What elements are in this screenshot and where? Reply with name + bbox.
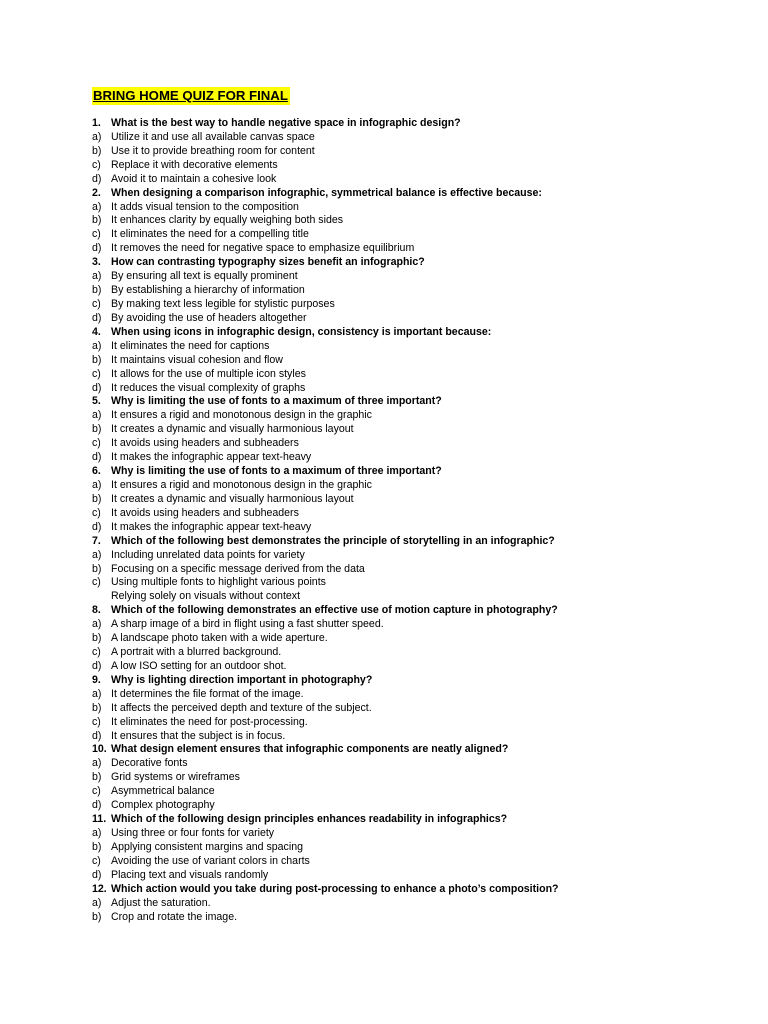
option-text: Avoiding the use of variant colors in charts — [111, 854, 310, 867]
option-item — [92, 228, 732, 242]
option-item — [92, 409, 732, 423]
option-marker: a) — [92, 618, 102, 631]
option-marker: d) — [92, 451, 102, 464]
question-text: Why is limiting the use of fonts to a maximum of three important? — [111, 395, 442, 408]
option-marker: b) — [92, 423, 102, 436]
option-marker: d) — [92, 799, 102, 812]
option-item — [92, 632, 732, 646]
question-8 — [92, 604, 732, 618]
option-text: Grid systems or wireframes — [111, 771, 240, 784]
question-6 — [92, 465, 732, 479]
option-item — [92, 145, 732, 159]
question-number: 8. — [92, 604, 101, 617]
question-3 — [92, 256, 732, 270]
option-text: Use it to provide breathing room for content — [111, 144, 315, 157]
option-marker: d) — [92, 868, 102, 881]
question-9 — [92, 674, 732, 688]
option-item — [92, 660, 732, 674]
option-marker: c) — [92, 646, 101, 659]
option-item — [92, 242, 732, 256]
option-marker: c) — [92, 576, 101, 589]
option-item — [92, 730, 732, 744]
option-text: Replace it with decorative elements — [111, 158, 278, 171]
question-text: Which of the following best demonstrates the principle of storytelling in an infographic? — [111, 534, 555, 547]
option-text: It allows for the use of multiple icon styles — [111, 367, 306, 380]
option-text: It removes the need for negative space to emphasize equilibrium — [111, 242, 415, 255]
question-4 — [92, 326, 732, 340]
option-text: It makes the infographic appear text-heavy — [111, 520, 312, 533]
option-item — [92, 270, 732, 284]
option-item — [92, 855, 732, 869]
option-text: Relying solely on visuals without context — [111, 590, 301, 603]
option-marker: a) — [92, 896, 102, 909]
option-marker: c) — [92, 437, 101, 450]
option-marker — [92, 590, 111, 604]
option-item — [92, 131, 732, 145]
option-item — [92, 563, 732, 577]
option-text: Asymmetrical balance — [111, 785, 215, 798]
question-number: 3. — [92, 256, 101, 269]
option-marker: c) — [92, 506, 101, 519]
option-item — [92, 423, 732, 437]
question-text: Why is limiting the use of fonts to a maximum of three important? — [111, 465, 442, 478]
option-item — [92, 493, 732, 507]
question-text: Why is lighting direction important in photography? — [111, 673, 373, 686]
question-text: When designing a comparison infographic, symmetrical balance is effective because: — [111, 186, 542, 199]
option-marker: c) — [92, 854, 101, 867]
option-marker: c) — [92, 785, 101, 798]
option-item — [92, 507, 732, 521]
option-marker: c) — [92, 715, 101, 728]
option-item — [92, 827, 732, 841]
document-title: BRING HOME QUIZ FOR FINAL — [93, 88, 288, 103]
option-text: Applying consistent margins and spacing — [111, 840, 303, 853]
question-number: 12. — [92, 882, 107, 895]
option-marker: c) — [92, 158, 101, 171]
option-item — [92, 576, 732, 590]
question-text: Which action would you take during post-processing to enhance a photo’s composition? — [111, 882, 559, 895]
option-item — [92, 340, 732, 354]
option-text: By ensuring all text is equally prominent — [111, 270, 298, 283]
option-marker: a) — [92, 409, 102, 422]
option-item — [92, 173, 732, 187]
option-item — [92, 368, 732, 382]
option-text: It ensures a rigid and monotonous design in the graphic — [111, 478, 372, 491]
question-number: 9. — [92, 673, 101, 686]
question-text: How can contrasting typography sizes benefit an infographic? — [111, 256, 425, 269]
option-marker: d) — [92, 242, 102, 255]
option-text: Focusing on a specific message derived from the data — [111, 562, 365, 575]
option-item — [92, 437, 732, 451]
option-marker: a) — [92, 200, 102, 213]
question-text: Which of the following design principles enhances readability in infographics? — [111, 813, 508, 826]
option-item — [92, 785, 732, 799]
option-text: Placing text and visuals randomly — [111, 868, 269, 881]
option-marker: b) — [92, 632, 102, 645]
option-item — [92, 799, 732, 813]
question-1 — [92, 117, 732, 131]
option-item — [92, 298, 732, 312]
option-marker: c) — [92, 297, 101, 310]
option-text: It creates a dynamic and visually harmonious layout — [111, 492, 354, 505]
quiz-content — [92, 117, 732, 924]
option-text: It creates a dynamic and visually harmonious layout — [111, 423, 354, 436]
option-text: It eliminates the need for captions — [111, 339, 270, 352]
option-item — [92, 841, 732, 855]
option-marker: a) — [92, 339, 102, 352]
option-text: By making text less legible for stylistic purposes — [111, 297, 335, 310]
question-number: 11. — [92, 813, 107, 826]
option-marker: b) — [92, 840, 102, 853]
option-item — [92, 646, 732, 660]
option-text: It maintains visual cohesion and flow — [111, 353, 283, 366]
option-marker: b) — [92, 910, 102, 923]
option-item — [92, 897, 732, 911]
option-item — [92, 479, 732, 493]
option-marker: b) — [92, 144, 102, 157]
option-item — [92, 382, 732, 396]
option-item — [92, 771, 732, 785]
option-item — [92, 312, 732, 326]
question-number: 5. — [92, 395, 101, 408]
option-text: It affects the perceived depth and texture of the subject. — [111, 701, 372, 714]
option-item — [92, 549, 732, 563]
option-marker: a) — [92, 827, 102, 840]
option-marker: d) — [92, 659, 102, 672]
question-text: Which of the following demonstrates an effective use of motion capture in photography? — [111, 604, 558, 617]
option-marker: d) — [92, 381, 102, 394]
option-item — [92, 159, 732, 173]
option-marker: d) — [92, 520, 102, 533]
option-text: By establishing a hierarchy of information — [111, 284, 305, 297]
option-item — [92, 911, 732, 925]
option-text: A sharp image of a bird in flight using a fast shutter speed. — [111, 618, 384, 631]
question-10 — [92, 743, 732, 757]
option-text: It avoids using headers and subheaders — [111, 506, 299, 519]
question-number: 4. — [92, 325, 101, 338]
question-number: 1. — [92, 117, 101, 129]
option-marker: a) — [92, 130, 102, 143]
option-text: By avoiding the use of headers altogether — [111, 311, 307, 324]
option-marker: b) — [92, 284, 102, 297]
option-text: It adds visual tension to the composition — [111, 200, 299, 213]
option-text: It makes the infographic appear text-heavy — [111, 451, 312, 464]
option-marker: c) — [92, 228, 101, 241]
option-marker: b) — [92, 701, 102, 714]
question-7 — [92, 535, 732, 549]
option-text: Decorative fonts — [111, 757, 188, 770]
question-number: 6. — [92, 465, 101, 478]
option-item — [92, 702, 732, 716]
option-marker: a) — [92, 548, 102, 561]
question-11 — [92, 813, 732, 827]
option-marker: b) — [92, 562, 102, 575]
option-text: It eliminates the need for a compelling title — [111, 228, 309, 241]
option-text: It reduces the visual complexity of graphs — [111, 381, 306, 394]
option-text: Avoid it to maintain a cohesive look — [111, 172, 277, 185]
option-item — [92, 521, 732, 535]
option-marker: a) — [92, 687, 102, 700]
option-item — [92, 201, 732, 215]
option-text: Using multiple fonts to highlight various points — [111, 576, 326, 589]
option-text: Utilize it and use all available canvas space — [111, 130, 315, 143]
question-5 — [92, 395, 732, 409]
option-text: A portrait with a blurred background. — [111, 646, 282, 659]
option-item — [92, 757, 732, 771]
option-text: It avoids using headers and subheaders — [111, 437, 299, 450]
option-item — [92, 451, 732, 465]
option-marker: d) — [92, 172, 102, 185]
option-marker: d) — [92, 311, 102, 324]
option-item — [92, 716, 732, 730]
question-2 — [92, 187, 732, 201]
option-marker: c) — [92, 367, 101, 380]
option-marker: b) — [92, 214, 102, 227]
option-marker: d) — [92, 729, 102, 742]
option-marker: b) — [92, 771, 102, 784]
option-text: A low ISO setting for an outdoor shot. — [111, 659, 287, 672]
question-number: 2. — [92, 186, 101, 199]
option-text: Including unrelated data points for variety — [111, 548, 305, 561]
option-item — [92, 590, 732, 604]
option-item — [92, 284, 732, 298]
option-item — [92, 354, 732, 368]
option-item — [92, 214, 732, 228]
option-text: It determines the file format of the image. — [111, 687, 304, 700]
question-number: 7. — [92, 534, 101, 547]
option-marker: a) — [92, 478, 102, 491]
option-text: Adjust the saturation. — [111, 896, 211, 909]
option-marker: a) — [92, 757, 102, 770]
option-marker: b) — [92, 353, 102, 366]
option-item — [92, 869, 732, 883]
option-text: A landscape photo taken with a wide aperture. — [111, 632, 328, 645]
question-12 — [92, 883, 732, 897]
option-text: It eliminates the need for post-processing. — [111, 715, 308, 728]
option-text: Using three or four fonts for variety — [111, 827, 275, 840]
option-text: It ensures that the subject is in focus. — [111, 729, 286, 742]
option-text: It enhances clarity by equally weighing both sides — [111, 214, 344, 227]
option-text: It ensures a rigid and monotonous design in the graphic — [111, 409, 372, 422]
option-item — [92, 688, 732, 702]
question-text: What design element ensures that infographic components are neatly aligned? — [111, 743, 509, 756]
option-marker: b) — [92, 492, 102, 505]
option-marker: a) — [92, 270, 102, 283]
option-item — [92, 618, 732, 632]
question-number: 10. — [92, 743, 107, 756]
option-text: Crop and rotate the image. — [111, 910, 238, 923]
question-text: When using icons in infographic design, consistency is important because: — [111, 325, 492, 338]
option-text: Complex photography — [111, 799, 215, 812]
question-text: What is the best way to handle negative space in infographic design? — [111, 117, 461, 129]
